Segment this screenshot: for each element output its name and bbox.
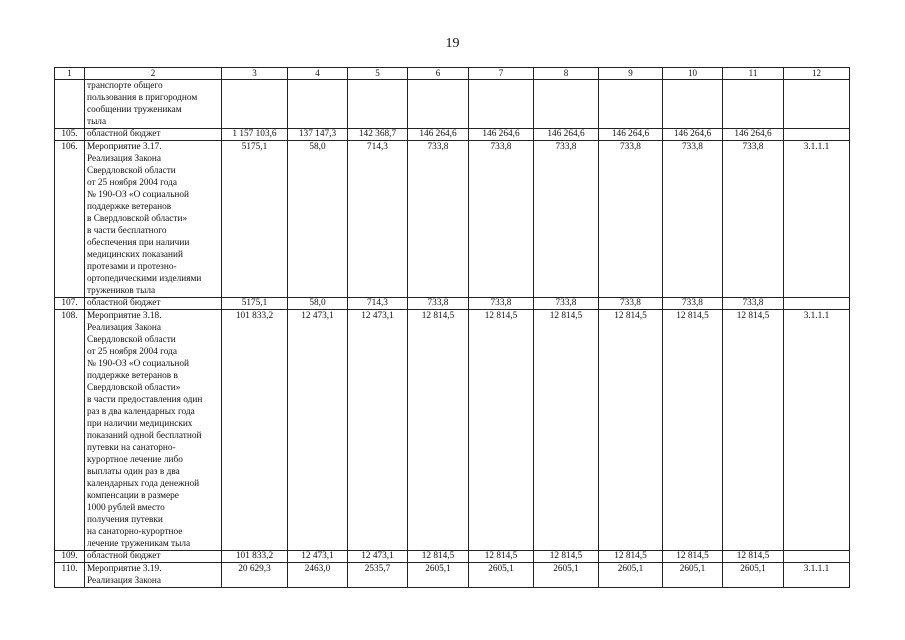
value-cell: 733,8 [723,141,784,298]
value-cell: 733,8 [663,298,723,310]
table-row [55,298,850,310]
value-cell: 2605,1 [723,563,784,588]
value-cell: 2605,1 [408,563,469,588]
table-row [55,551,850,563]
value-cell: 12 814,5 [469,310,534,551]
value-cell: 146 264,6 [599,129,663,141]
table-row [55,563,850,588]
row-number: 105. [55,129,85,141]
header-cell: 6 [408,68,469,80]
value-cell: 12 814,5 [408,551,469,563]
header-cell: 11 [723,68,784,80]
value-cell: 101 833,2 [222,551,288,563]
row-number: 107. [55,298,85,310]
table-body [55,68,850,588]
value-cell: 58,0 [288,141,348,298]
value-cell: 137 147,3 [288,129,348,141]
value-cell: 2605,1 [469,563,534,588]
value-cell: 733,8 [469,141,534,298]
value-cell: 2535,7 [348,563,408,588]
value-cell [599,80,663,129]
header-cell: 8 [534,68,599,80]
value-cell: 58,0 [288,298,348,310]
value-cell: 12 814,5 [534,310,599,551]
value-cell: 733,8 [469,298,534,310]
code-cell: 3.1.1.1 [784,310,850,551]
value-cell: 12 814,5 [599,551,663,563]
value-cell: 714,3 [348,298,408,310]
header-row [55,68,850,80]
code-cell [784,129,850,141]
value-cell [222,80,288,129]
value-cell: 146 264,6 [469,129,534,141]
value-cell: 733,8 [663,141,723,298]
header-cell: 2 [85,68,222,80]
header-cell: 4 [288,68,348,80]
value-cell: 146 264,6 [408,129,469,141]
value-cell: 12 473,1 [288,551,348,563]
value-cell: 146 264,6 [534,129,599,141]
budget-table [54,67,850,588]
header-cell: 1 [55,68,85,80]
row-number [55,80,85,129]
value-cell [723,80,784,129]
row-description: Мероприятие 3.17. Реализация Закона Свердловской области от 25 ноября 2004 года № 190-ОЗ «О социальной поддержке ветеранов в Свердловской области» в части бесплатного обеспечения при наличии медицинских показаний протезами и протезно- ортопедическими изделиями тружеников тыла [85,141,222,298]
header-cell: 3 [222,68,288,80]
value-cell: 146 264,6 [723,129,784,141]
value-cell: 20 629,3 [222,563,288,588]
value-cell: 12 473,1 [348,310,408,551]
value-cell: 2605,1 [534,563,599,588]
value-cell: 733,8 [599,298,663,310]
row-description: областной бюджет [85,298,222,310]
value-cell: 12 814,5 [663,551,723,563]
table-row [55,80,850,129]
value-cell: 12 814,5 [723,310,784,551]
value-cell: 5175,1 [222,298,288,310]
header-cell: 7 [469,68,534,80]
value-cell [534,80,599,129]
table-row [55,141,850,298]
row-description: Мероприятие 3.19. Реализация Закона [85,563,222,588]
value-cell: 101 833,2 [222,310,288,551]
header-cell: 12 [784,68,850,80]
value-cell: 733,8 [408,141,469,298]
row-number: 106. [55,141,85,298]
row-description: областной бюджет [85,551,222,563]
header-cell: 10 [663,68,723,80]
value-cell: 12 814,5 [534,551,599,563]
header-cell: 9 [599,68,663,80]
value-cell: 12 473,1 [288,310,348,551]
table-row [55,310,850,551]
value-cell: 2605,1 [599,563,663,588]
value-cell: 12 473,1 [348,551,408,563]
value-cell: 733,8 [408,298,469,310]
code-cell [784,551,850,563]
row-description: транспорте общего пользования в пригородном сообщении труженикам тыла [85,80,222,129]
value-cell: 12 814,5 [723,551,784,563]
code-cell: 3.1.1.1 [784,141,850,298]
value-cell: 733,8 [599,141,663,298]
value-cell [469,80,534,129]
row-number: 108. [55,310,85,551]
row-number: 109. [55,551,85,563]
row-description: областной бюджет [85,129,222,141]
value-cell: 1 157 103,6 [222,129,288,141]
code-cell [784,80,850,129]
value-cell [408,80,469,129]
value-cell [348,80,408,129]
row-description: Мероприятие 3.18. Реализация Закона Свердловской области от 25 ноября 2004 года № 190-ОЗ «О социальной поддержке ветеранов в Свердловской области» в части предоставления один раз в два календарных года при наличии медицинских показаний одной бесплатной путевки на санаторно- курортное лечение либо выплаты один раз в два календарных года денежной компенсации в размере 1000 рублей вместо получения путевки на санаторно-курортное лечение труженикам тыла [85,310,222,551]
table-row [55,129,850,141]
value-cell: 2605,1 [663,563,723,588]
value-cell: 12 814,5 [663,310,723,551]
value-cell: 146 264,6 [663,129,723,141]
value-cell: 5175,1 [222,141,288,298]
value-cell: 142 368,7 [348,129,408,141]
value-cell: 733,8 [534,298,599,310]
value-cell [288,80,348,129]
code-cell [784,298,850,310]
value-cell: 12 814,5 [408,310,469,551]
value-cell [663,80,723,129]
page-number: 19 [445,36,460,51]
value-cell: 714,3 [348,141,408,298]
value-cell: 733,8 [723,298,784,310]
header-cell: 5 [348,68,408,80]
value-cell: 2463,0 [288,563,348,588]
value-cell: 12 814,5 [599,310,663,551]
code-cell: 3.1.1.1 [784,563,850,588]
value-cell: 733,8 [534,141,599,298]
row-number: 110. [55,563,85,588]
value-cell: 12 814,5 [469,551,534,563]
